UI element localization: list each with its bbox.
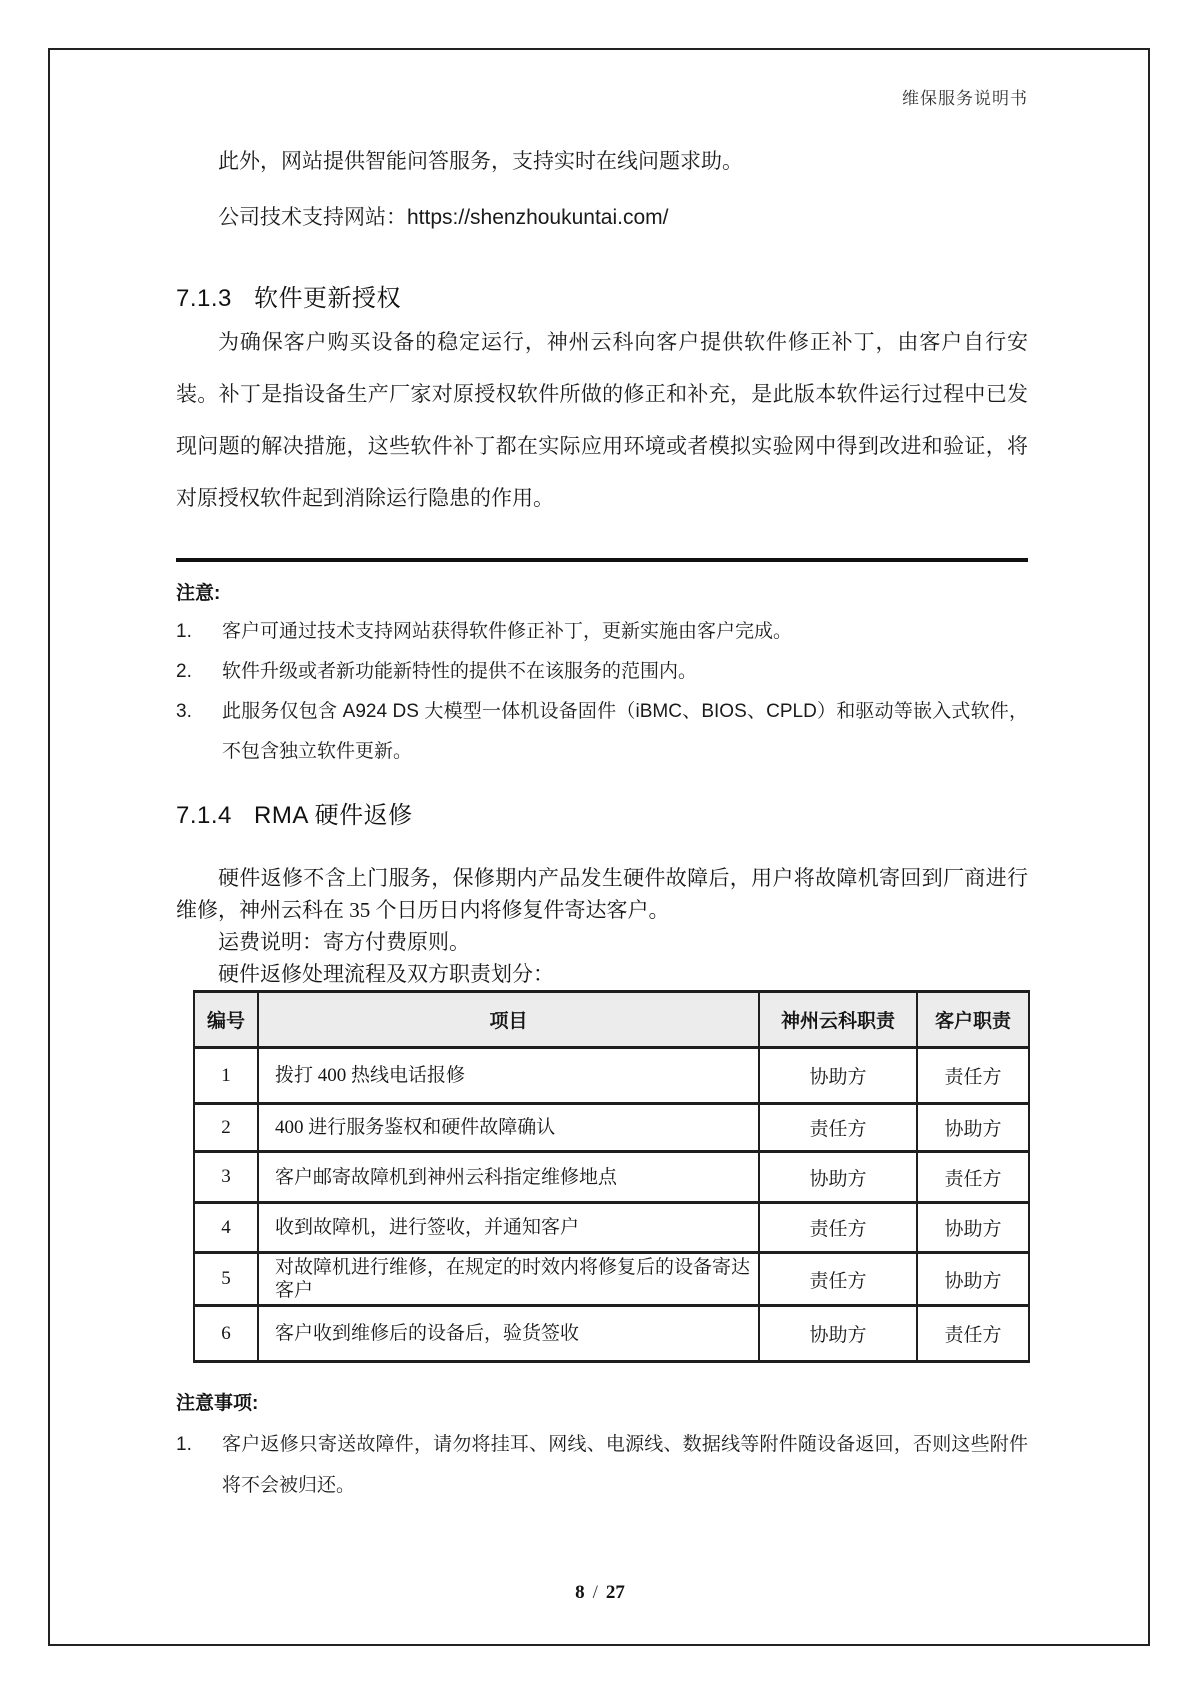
cell-item: 客户收到维修后的设备后，验货签收	[258, 1306, 759, 1362]
cell-item: 对故障机进行维修，在规定的时效内将修复后的设备寄达客户	[258, 1253, 759, 1306]
list-item	[176, 1424, 1028, 1506]
section-713-body: 为确保客户购买设备的稳定运行，神州云科向客户提供软件修正补丁，由客户自行安装。补丁是指设备生产厂家对原授权软件所做的修正和补充，是此版本软件运行过程中已发现问题的解决措施，这些软件补丁都在实际应用环境或者模拟实验网中得到改进和验证，将对原授权软件起到消除运行隐患的作用。	[176, 331, 1028, 510]
cell-vendor-duty: 责任方	[759, 1104, 917, 1152]
intro-paragraph-2: 公司技术支持网站：https://shenzhoukuntai.com/	[218, 206, 669, 229]
section-714-paragraphs	[176, 862, 1028, 990]
cell-item: 客户邮寄故障机到神州云科指定维修地点	[258, 1152, 759, 1203]
table-row	[194, 1306, 1029, 1362]
list-item	[176, 652, 1028, 692]
page-footer	[0, 1582, 1200, 1604]
note-divider-rule	[176, 558, 1028, 562]
running-header: 维保服务说明书	[902, 89, 1028, 108]
table-row	[194, 1253, 1029, 1306]
cell-number: 4	[194, 1203, 258, 1253]
cell-number: 2	[194, 1104, 258, 1152]
cell-vendor-duty: 协助方	[759, 1306, 917, 1362]
table-row	[194, 1048, 1029, 1104]
list-item	[176, 692, 1028, 772]
rma-paragraph-3: 硬件返修处理流程及双方职责划分：	[218, 962, 554, 986]
cell-number: 5	[194, 1253, 258, 1306]
section-number-714: 7.1.4	[176, 802, 232, 829]
list-item-number: 3.	[176, 701, 192, 722]
table-header-vendor-duty: 神州云科职责	[759, 992, 917, 1048]
list-item-number: 1.	[176, 621, 192, 642]
note-list-713	[176, 612, 1028, 772]
table-header-customer-duty: 客户职责	[917, 992, 1029, 1048]
section-number-713: 7.1.3	[176, 285, 232, 312]
section-heading-713	[176, 278, 1028, 313]
table-row	[194, 1203, 1029, 1253]
cell-item: 400 进行服务鉴权和硬件故障确认	[258, 1104, 759, 1152]
section-heading-714	[176, 795, 1028, 830]
cell-customer-duty: 协助方	[917, 1104, 1029, 1152]
cell-customer-duty: 责任方	[917, 1306, 1029, 1362]
table-header-number: 编号	[194, 992, 258, 1048]
table-header-item: 项目	[258, 992, 759, 1048]
list-item-number: 2.	[176, 661, 192, 682]
cell-vendor-duty: 责任方	[759, 1203, 917, 1253]
cell-customer-duty: 责任方	[917, 1152, 1029, 1203]
total-page-count: 27	[605, 1582, 625, 1603]
list-item-number: 1.	[176, 1434, 192, 1455]
cell-vendor-duty: 协助方	[759, 1152, 917, 1203]
cell-number: 1	[194, 1048, 258, 1104]
section-title-713: 软件更新授权	[254, 285, 401, 312]
list-item-text: 软件升级或者新功能新特性的提供不在该服务的范围内。	[222, 661, 698, 682]
rma-responsibility-table	[193, 990, 1030, 1363]
current-page-number: 8	[575, 1582, 585, 1603]
intro-paragraph-1: 此外，网站提供智能问答服务，支持实时在线问题求助。	[218, 150, 743, 173]
note-list-714	[176, 1424, 1028, 1506]
section-title-714: RMA 硬件返修	[254, 802, 413, 829]
list-item-text: 此服务仅包含 A924 DS 大模型一体机设备固件（iBMC、BIOS、CPLD）和驱动等嵌入式软件，不包含独立软件更新。	[222, 701, 1028, 762]
rma-paragraph-1: 硬件返修不含上门服务，保修期内产品发生硬件故障后，用户将故障机寄回到厂商进行维修，神州云科在 35 个日历日内将修复件寄达客户。	[176, 866, 1028, 922]
cell-customer-duty: 协助方	[917, 1203, 1029, 1253]
table-row	[194, 1104, 1029, 1152]
note-label-714: 注意事项:	[176, 1393, 259, 1414]
cell-vendor-duty: 责任方	[759, 1253, 917, 1306]
list-item-text: 客户返修只寄送故障件，请勿将挂耳、网线、电源线、数据线等附件随设备返回，否则这些附件将不会被归还。	[222, 1434, 1028, 1496]
list-item-text: 客户可通过技术支持网站获得软件修正补丁，更新实施由客户完成。	[222, 621, 793, 642]
cell-number: 6	[194, 1306, 258, 1362]
rma-paragraph-2: 运费说明：寄方付费原则。	[218, 930, 470, 954]
cell-item: 收到故障机，进行签收，并通知客户	[258, 1203, 759, 1253]
cell-customer-duty: 协助方	[917, 1253, 1029, 1306]
table-header-row	[194, 992, 1029, 1048]
table-row	[194, 1152, 1029, 1203]
cell-customer-duty: 责任方	[917, 1048, 1029, 1104]
cell-number: 3	[194, 1152, 258, 1203]
cell-item: 拨打 400 热线电话报修	[258, 1048, 759, 1104]
page-separator: /	[592, 1582, 598, 1603]
list-item	[176, 612, 1028, 652]
cell-vendor-duty: 协助方	[759, 1048, 917, 1104]
note-label-713: 注意:	[176, 583, 221, 604]
